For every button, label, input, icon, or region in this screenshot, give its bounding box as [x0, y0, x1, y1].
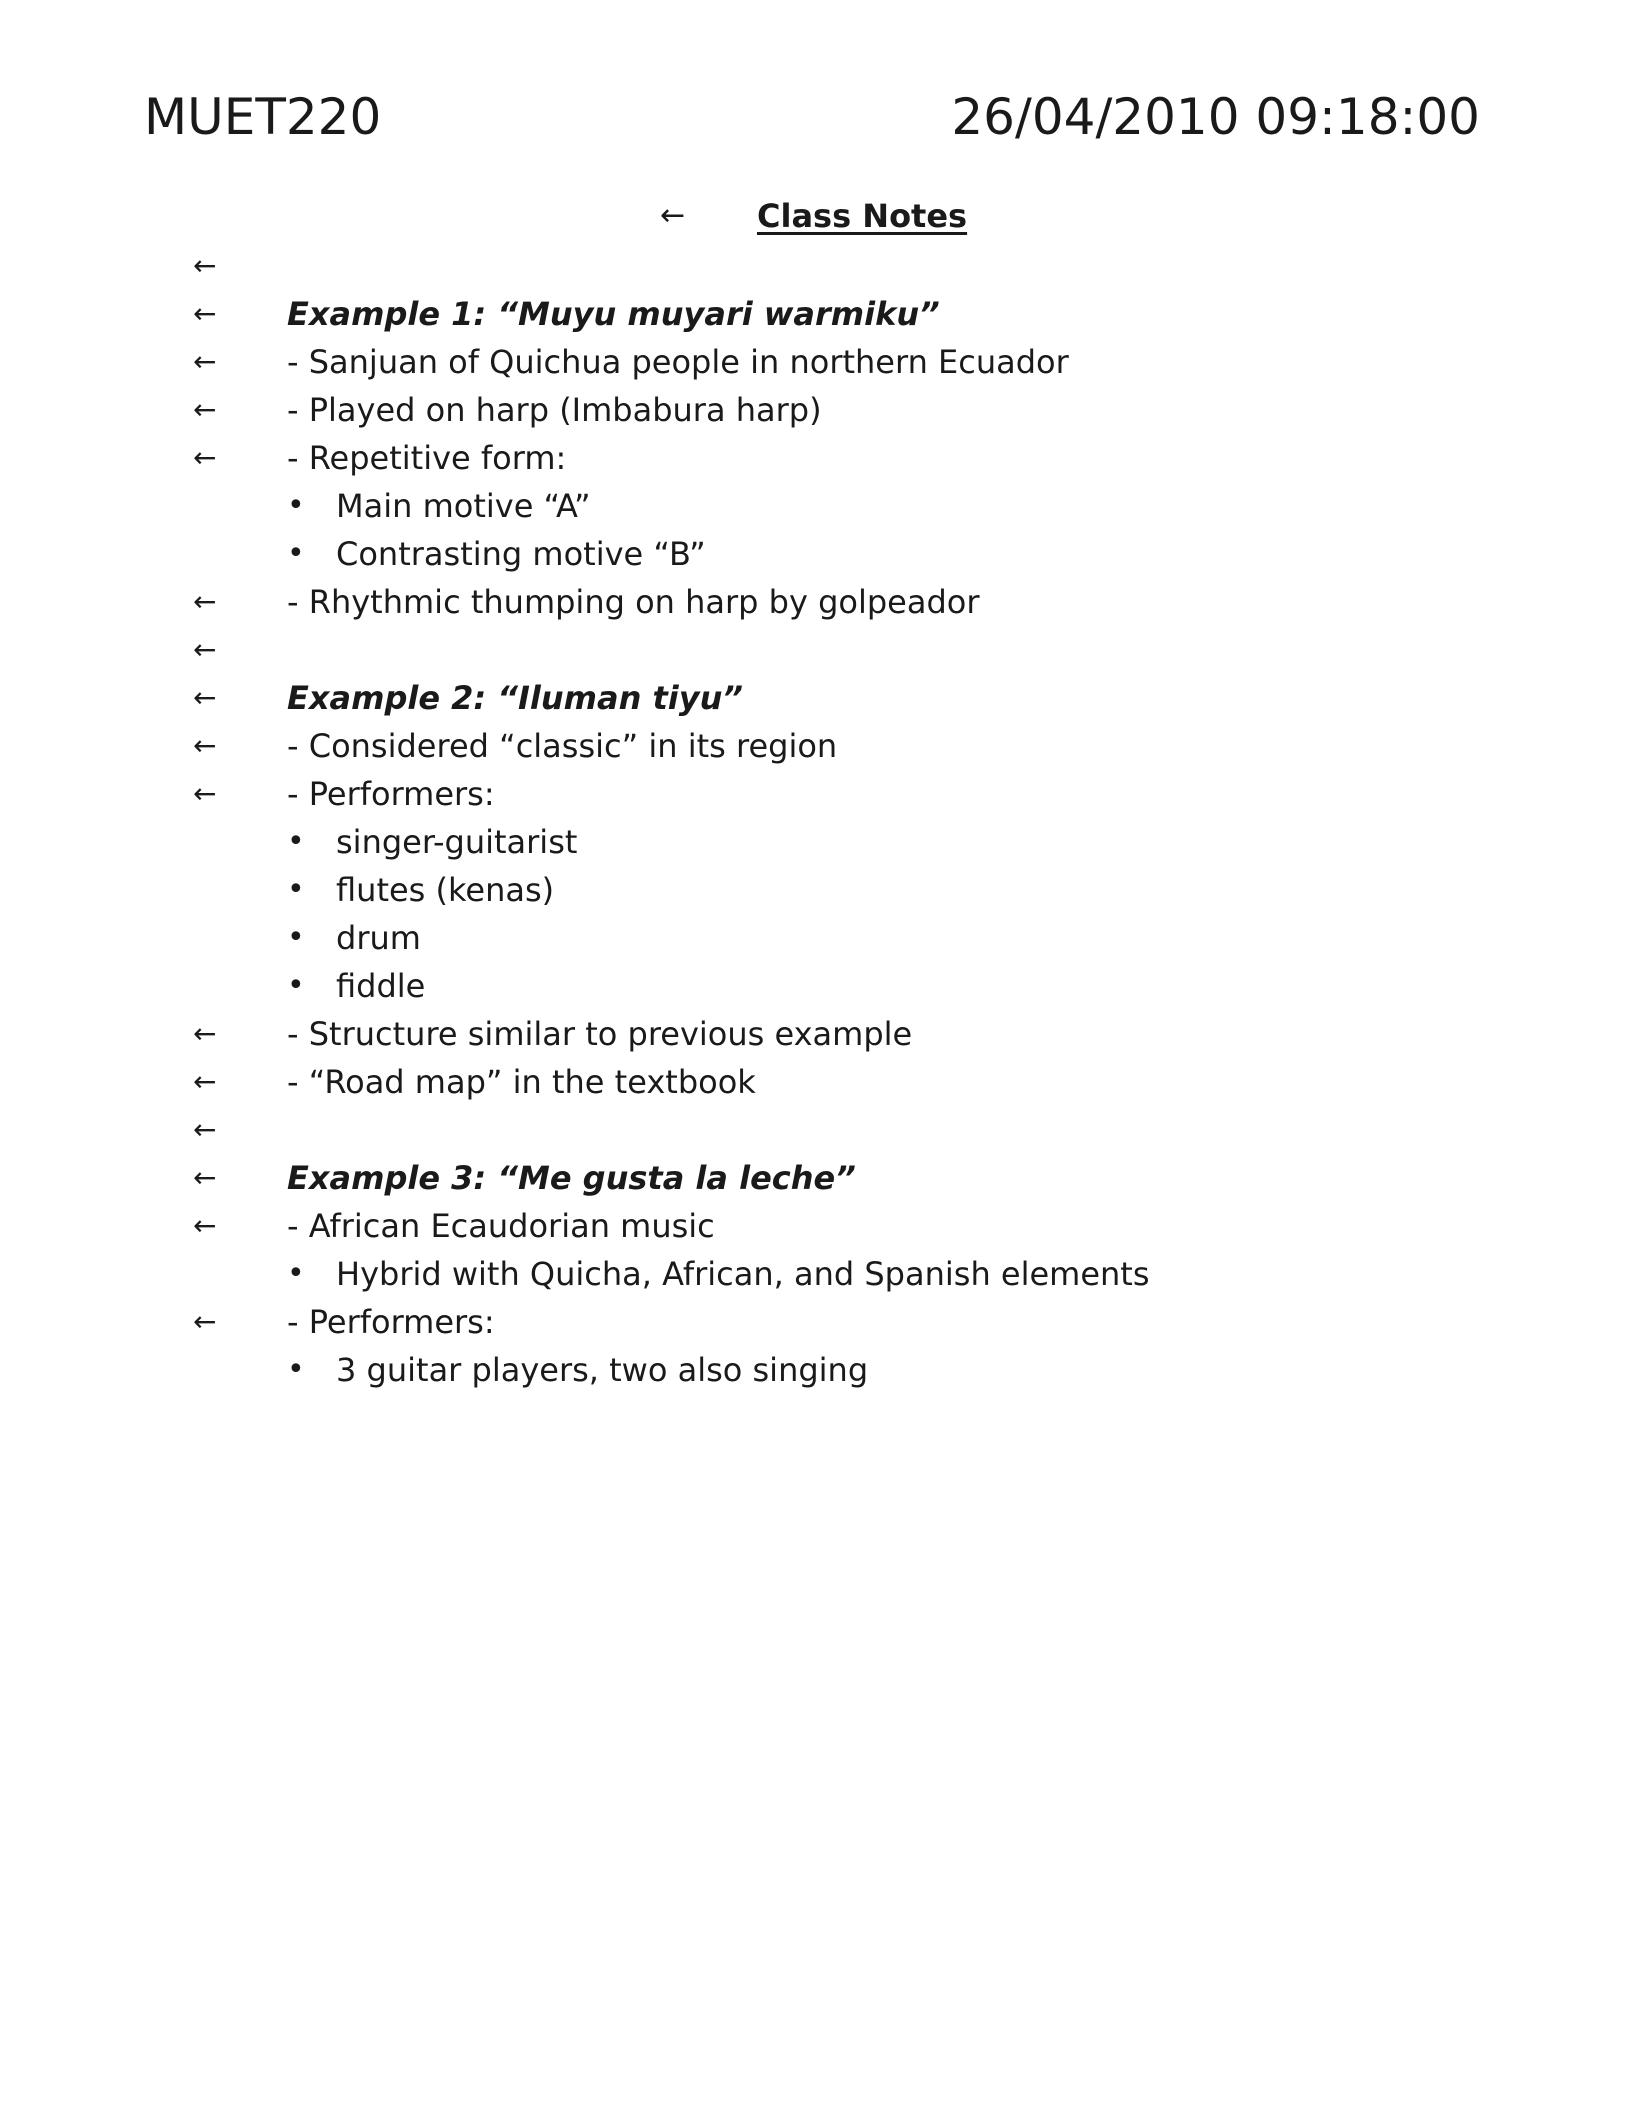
heading-text: Example 3: “Me gusta la leche”: [287, 1159, 856, 1197]
bullet-item: [0, 1250, 1640, 1298]
item-text: - Rhythmic thumping on harp by golpeador: [287, 583, 980, 621]
notes-list: [0, 242, 1640, 1394]
return-arrow-icon: ←: [193, 681, 217, 714]
return-arrow-icon: ←: [193, 393, 217, 426]
list-item: [0, 434, 1640, 482]
item-text: drum: [336, 919, 421, 957]
page-title: Class Notes: [757, 197, 968, 235]
item-text: - Performers:: [287, 1303, 495, 1341]
bullet-icon: •: [287, 1352, 305, 1387]
return-arrow-icon: ←: [193, 585, 217, 618]
return-arrow-icon: ←: [193, 1113, 217, 1146]
heading-text: Example 1: “Muyu muyari warmiku”: [287, 295, 940, 333]
item-text: 3 guitar players, two also singing: [336, 1351, 869, 1389]
section-heading: [0, 1154, 1640, 1202]
return-arrow-icon: ←: [660, 198, 686, 233]
return-arrow-icon: ←: [193, 249, 217, 282]
document-datetime: 26/04/2010 09:18:00: [951, 88, 1480, 146]
return-arrow-icon: ←: [193, 1305, 217, 1338]
return-arrow-icon: ←: [193, 777, 217, 810]
blank-line: [0, 1106, 1640, 1154]
blank-line: [0, 626, 1640, 674]
bullet-item: [0, 818, 1640, 866]
list-item: [0, 770, 1640, 818]
bullet-item: [0, 530, 1640, 578]
item-text: singer-guitarist: [336, 823, 578, 861]
section-heading: [0, 290, 1640, 338]
bullet-item: [0, 962, 1640, 1010]
item-text: - Played on harp (Imbabura harp): [287, 391, 822, 429]
return-arrow-icon: ←: [193, 1209, 217, 1242]
list-item: [0, 338, 1640, 386]
return-arrow-icon: ←: [193, 1017, 217, 1050]
item-text: flutes (kenas): [336, 871, 555, 909]
bullet-item: [0, 914, 1640, 962]
return-arrow-icon: ←: [193, 729, 217, 762]
bullet-icon: •: [287, 488, 305, 523]
item-text: - African Ecaudorian music: [287, 1207, 715, 1245]
title-row: [0, 196, 1640, 236]
return-arrow-icon: ←: [193, 633, 217, 666]
bullet-item: [0, 482, 1640, 530]
bullet-item: [0, 866, 1640, 914]
return-arrow-icon: ←: [193, 1065, 217, 1098]
heading-text: Example 2: “Iluman tiyu”: [287, 679, 743, 717]
bullet-icon: •: [287, 1256, 305, 1291]
blank-line: [0, 242, 1640, 290]
item-text: - Repetitive form:: [287, 439, 567, 477]
bullet-icon: •: [287, 824, 305, 859]
section-heading: [0, 674, 1640, 722]
bullet-icon: •: [287, 968, 305, 1003]
list-item: [0, 1298, 1640, 1346]
item-text: - “Road map” in the textbook: [287, 1063, 756, 1101]
list-item: [0, 578, 1640, 626]
item-text: - Considered “classic” in its region: [287, 727, 838, 765]
return-arrow-icon: ←: [193, 345, 217, 378]
item-text: Hybrid with Quicha, African, and Spanish elements: [336, 1255, 1150, 1293]
list-item: [0, 1058, 1640, 1106]
item-text: - Structure similar to previous example: [287, 1015, 913, 1053]
return-arrow-icon: ←: [193, 441, 217, 474]
course-code: MUET220: [144, 88, 382, 146]
bullet-icon: •: [287, 920, 305, 955]
bullet-item: [0, 1346, 1640, 1394]
item-text: - Sanjuan of Quichua people in northern Ecuador: [287, 343, 1069, 381]
return-arrow-icon: ←: [193, 1161, 217, 1194]
item-text: - Performers:: [287, 775, 495, 813]
item-text: fiddle: [336, 967, 426, 1005]
list-item: [0, 1010, 1640, 1058]
list-item: [0, 386, 1640, 434]
list-item: [0, 722, 1640, 770]
item-text: Contrasting motive “B”: [336, 535, 706, 573]
list-item: [0, 1202, 1640, 1250]
bullet-icon: •: [287, 536, 305, 571]
return-arrow-icon: ←: [193, 297, 217, 330]
bullet-icon: •: [287, 872, 305, 907]
item-text: Main motive “A”: [336, 487, 591, 525]
